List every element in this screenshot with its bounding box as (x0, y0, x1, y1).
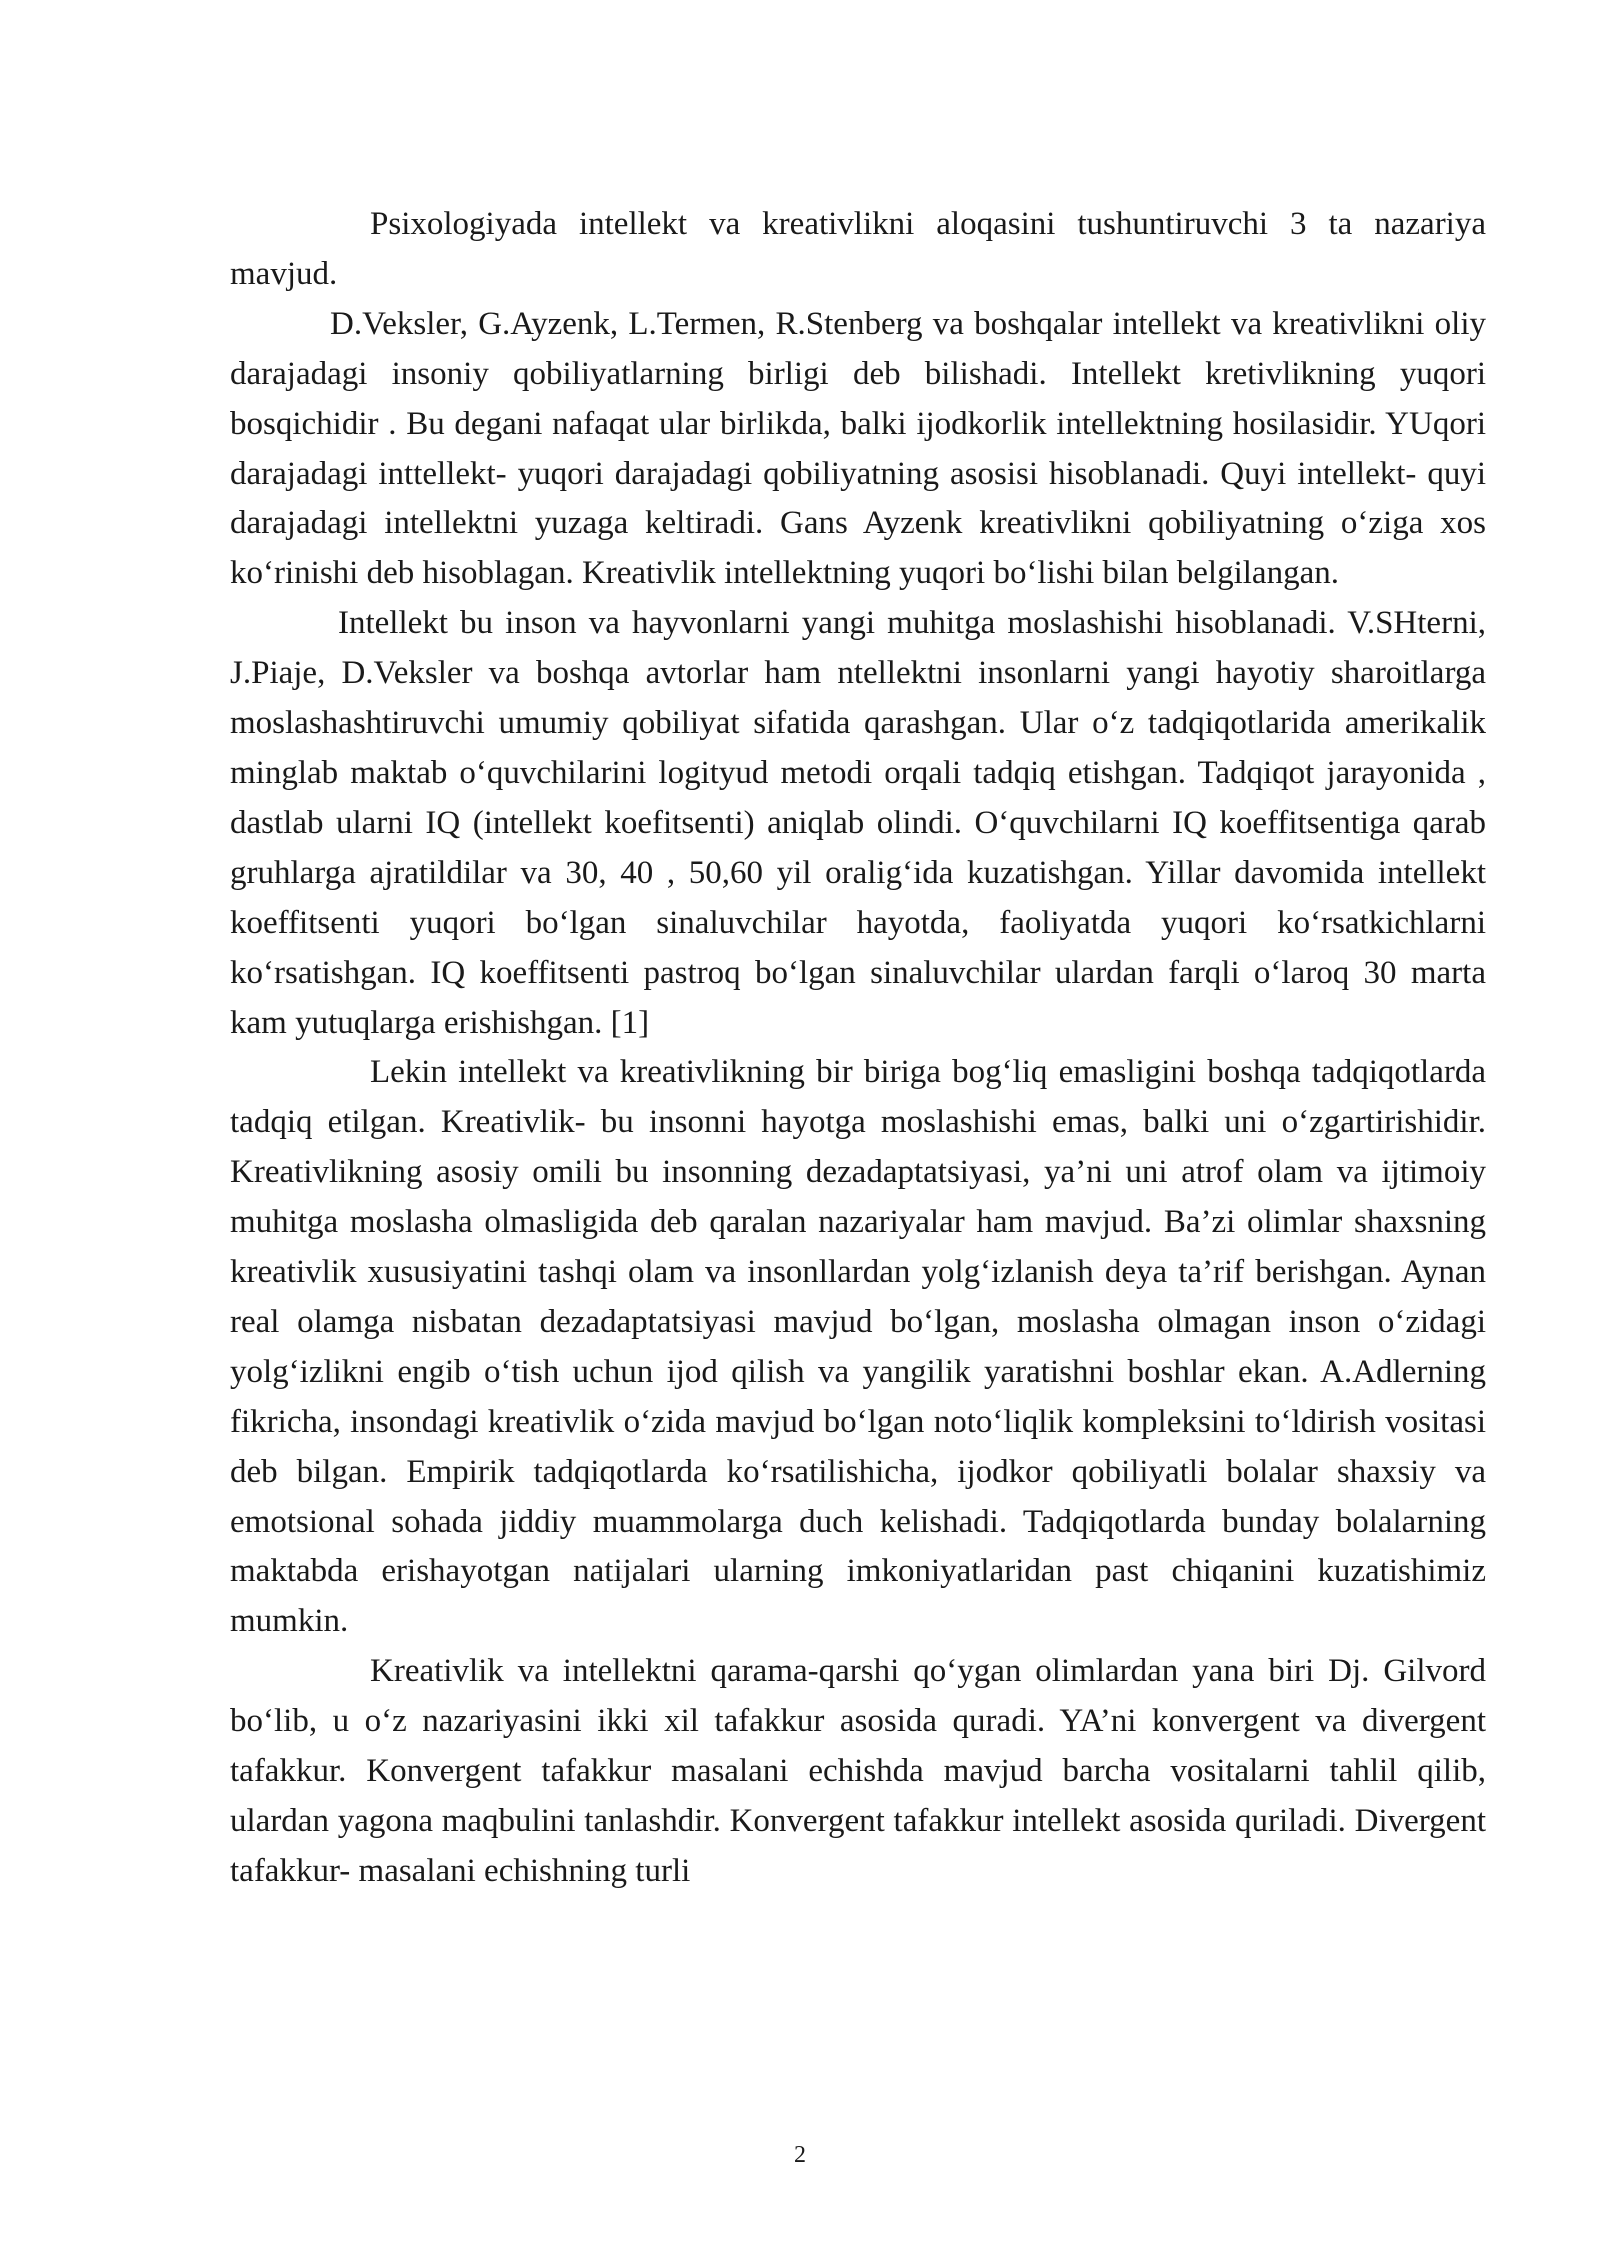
paragraph-2: D.Veksler, G.Ayzenk, L.Termen, R.Stenberg va boshqalar intellekt va kreativlikni oliy darajadagi insoniy qobiliyatlarning birligi deb bilishadi. Intellekt kretivlikning yuqori bosqichidir . Bu degani nafaqat ular birlikda, balki ijodkorlik intellektning hosilasidir. YUqori darajadagi inttellekt- yuqori darajadagi qobiliyatning asosisi hisoblanadi. Quyi intellekt- quyi darajadagi intellektni yuzaga keltiradi. Gans Ayzenk kreativlikni qobiliyatning o‘ziga xos ko‘rinishi deb hisoblagan. Kreativlik intellektning yuqori bo‘lishi bilan belgilangan. (230, 305, 1486, 592)
paragraph-5: Kreativlik va intellektni qarama-qarshi qo‘ygan olimlardan yana biri Dj. Gilvord bo‘lib, u o‘z nazariyasini ikki xil tafakkur asosida quradi. YA’ni konvergent va divergent tafakkur. Konvergent tafakkur masalani echishda mavjud barcha vositalarni tahlil qilib, ulardan yagona maqbulini tanlashdir. Konvergent tafakkur intellekt asosida quriladi. Divergent tafakkur- masalani echishning turli (230, 1653, 1486, 1889)
page-number: 2 (794, 2142, 806, 2168)
paragraph-1: Psixologiyada intellekt va kreativlikni aloqasini tushuntiruvchi 3 ta nazariya mavjud. (230, 206, 1486, 292)
paragraph-3: Intellekt bu inson va hayvonlarni yangi muhitga moslashishi hisoblanadi. V.SHterni, J.Piaje, D.Veksler va boshqa avtorlar ham ntellektni insonlarni yangi hayotiy sharoitlarga moslashashtiruvchi umumiy qobiliyat sifatida qarashgan. Ular o‘z tadqiqotlarida amerikalik minglab maktab o‘quvchilarini logityud metodi orqali tadqiq etishgan. Tadqiqot jarayonida , dastlab ularni IQ (intellekt koefitsenti) aniqlab olindi. O‘quvchilarni IQ koeffitsentiga qarab gruhlarga ajratildilar va 30, 40 , 50,60 yil oralig‘ida kuzatishgan. Yillar davomida intellekt koeffitsenti yuqori bo‘lgan sinaluvchilar hayotda, faoliyatda yuqori ko‘rsatkichlarni ko‘rsatishgan. IQ koeffitsenti pastroq bo‘lgan sinaluvchilar ulardan farqli o‘laroq 30 marta kam yutuqlarga erishishgan. [1] (230, 605, 1486, 1041)
paragraph-4: Lekin intellekt va kreativlikning bir biriga bog‘liq emasligini boshqa tadqiqotlarda tadqiq etilgan. Kreativlik- bu insonni hayotga moslashishi emas, balki uni o‘zgartirishidir. Kreativlikning asosiy omili bu insonning dezadaptatsiyasi, ya’ni uni atrof olam va ijtimoiy muhitga moslasha olmasligida deb qaralan nazariyalar ham mavjud. Ba’zi olimlar shaxsning kreativlik xususiyatini tashqi olam va insonllardan yolg‘izlanish deya ta’rif berishgan. Aynan real olamga nisbatan dezadaptatsiyasi mavjud bo‘lgan, moslasha olmagan inson o‘zidagi yolg‘izlikni engib o‘tish uchun ijod qilish va yangilik yaratishni boshlar ekan. A.Adlerning fikricha, insondagi kreativlik o‘zida mavjud bo‘lgan noto‘liqlik kompleksini to‘ldirish vositasi deb bilgan. Empirik tadqiqotlarda ko‘rsatilishicha, ijodkor qobiliyatli bolalar shaxsiy va emotsional sohada jiddiy muammolarga duch kelishadi. Tadqiqotlarda bunday bolalarning maktabda erishayotgan natijalari ularning imkoniyatlaridan past chiqanini kuzatishimiz mumkin. (230, 1054, 1486, 1640)
body-text (230, 200, 1486, 1897)
